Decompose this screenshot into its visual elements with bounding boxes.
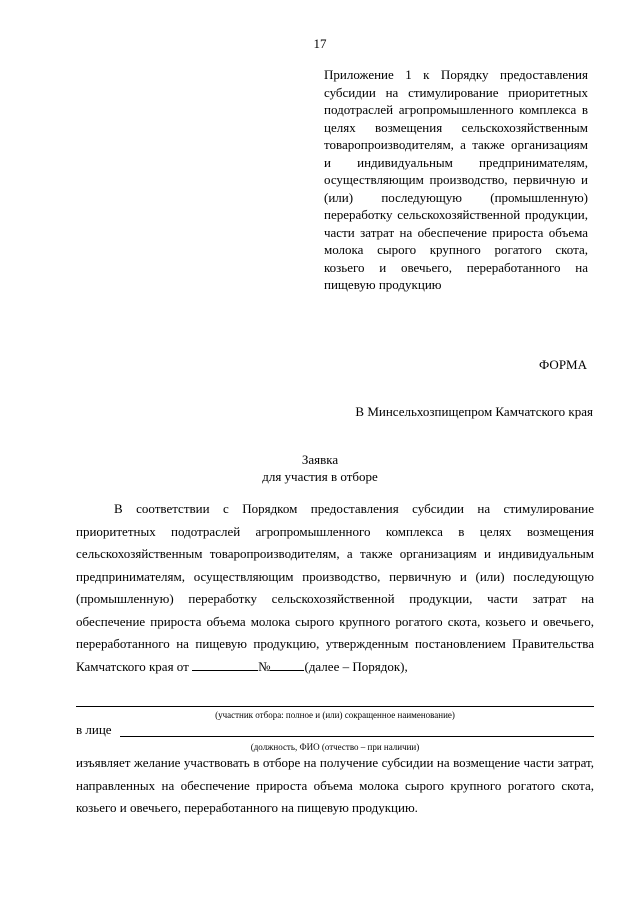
addressee: В Минсельхозпищепром Камчатского края <box>355 404 593 419</box>
appendix-note: Приложение 1 к Порядку предоставления субсидии на стимулирование приоритетных подотраслей агропромышленного комплекса в целях возмещения сельскохозяйственным товаропроизводителям, а также организациям и индивидуальным предпринимателям, осуществляющим производство, первичную и (или) последующую (промышленную) переработку сельскохозяйственной продукции, части затрат на обеспечение прироста объема молока сырого крупного рогатого скота, козьего и овечьего, переработанного на пищевую продукцию <box>324 67 588 292</box>
body-paragraph-2: изъявляет желание участвовать в отборе на получение субсидии на возмещение части затрат, направленных на обеспечение прироста объема молока сырого крупного рогатого скота, козьего и овечьего, переработанного на пищевую продукцию. <box>76 755 594 815</box>
participant-caption: (участник отбора: полное и (или) сокращенное наименование) <box>215 710 455 720</box>
body-paragraph <box>76 498 594 678</box>
title-line-1: Заявка <box>301 452 339 467</box>
page-number: 17 <box>313 36 327 51</box>
title-line-2: для участия в отборе <box>262 469 378 484</box>
date-blank <box>192 658 258 671</box>
document-title <box>0 451 640 485</box>
participant-line <box>76 706 594 707</box>
body-paragraph-text: В соответствии с Порядком предоставления субсидии на стимулирование приоритетных подотраслей агропромышленного комплекса в целях возмещения сельскохозяйственным товаропроизводителям, а также организациям и индивидуальным предпринимателям, осуществляющим производство, первичную и (или) последующую (промышленную) переработку сельскохозяйственной продукции, части затрат на обеспечение прироста объема молока сырого крупного рогатого скота, козьего и овечьего, переработанного на пищевую продукцию, утвержденным постановлением Правительства Камчатского края от <box>76 501 594 674</box>
number-blank <box>270 658 304 671</box>
in-person-label: в лице <box>76 722 112 737</box>
body-paragraph-end: (далее – Порядок), <box>304 658 408 674</box>
form-label: ФОРМА <box>539 357 587 372</box>
position-caption: (должность, ФИО (отчество – при наличии) <box>250 742 420 752</box>
number-sign: № <box>258 658 271 674</box>
position-line <box>120 736 594 737</box>
in-person-row <box>76 722 594 740</box>
